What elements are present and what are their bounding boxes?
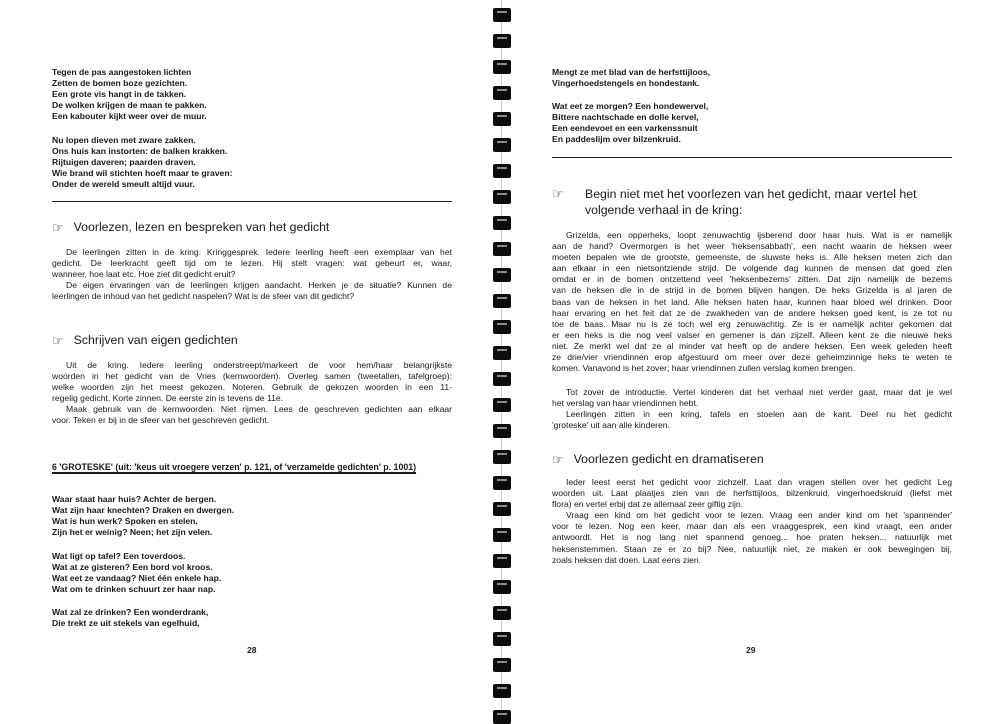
binding-coil — [493, 34, 511, 48]
text-line: antwoordt. Het is nog lang niet spannend genoeg... hoe praten heksen... natuurlijk met — [552, 532, 952, 543]
poem-stanza — [52, 135, 232, 190]
section-heading-text — [585, 186, 917, 218]
paragraph — [552, 387, 952, 431]
divider — [52, 201, 452, 202]
poem-line: Een kabouter kijkt weer over de muur. — [52, 111, 207, 122]
text-line: haar ervaring en het feit dat ze de zwakheden van de andere heksen goed kent, is ze tot nu — [552, 307, 952, 318]
poem-line: Wat ligt op tafel? Een toverdoos. — [52, 551, 186, 561]
pointing-hand-icon: ☞ — [552, 452, 564, 467]
text-line: Uit de kring. Iedere leerling onderstreept/markeert de voor hem/haar belangrijkste — [66, 360, 452, 370]
binding-coil — [493, 580, 511, 594]
text-line: woorden in het gedicht van de Vries (kernwoorden). Overleg samen (tweetallen, tafelgroep): — [52, 371, 452, 382]
poem-line: Mengt ze met blad van de herfsttijloos, — [552, 67, 711, 77]
poem-line: Nu lopen dieven met zware zakken. — [52, 135, 196, 145]
binding-coil — [493, 658, 511, 672]
poem-line: Bittere nachtschade en dolle kervel, — [552, 112, 699, 123]
poem-stanza — [52, 494, 234, 538]
poem-line: Ons huis kan instorten: de balken krakken. — [52, 146, 228, 157]
section-heading-text: Voorlezen, lezen en bespreken van het gedicht — [73, 220, 330, 234]
poem-stanza — [552, 67, 710, 89]
poem-line: Tegen de pas aangestoken lichten — [52, 67, 192, 77]
heading-line: Begin niet met het voorlezen van het gedicht, maar vertel het — [585, 187, 917, 201]
text-line: flora) en vertel erbij dat ze allemaal zeer giftig zijn. — [552, 499, 744, 510]
text-line: het verslag van haar vriendinnen hebt. — [552, 398, 699, 409]
pointing-hand-icon: ☞ — [52, 220, 64, 235]
poem-line: Die trekt ze uit stekels van egelhuid, — [52, 618, 200, 629]
section-heading-text: Schrijven van eigen gedichten — [73, 333, 238, 347]
poem-line: Wat is hun werk? Spoken en stelen. — [52, 516, 198, 527]
section-heading — [52, 219, 329, 236]
binding-coil — [493, 632, 511, 646]
poem-line: Waar staat haar huis? Achter de bergen. — [52, 494, 217, 504]
text-line: baas van de heksen in het land. Alle heksen haten haar, kunnen haar bloed wel drinken. Door — [552, 296, 952, 307]
binding-coil — [493, 372, 511, 386]
text-line: wanneer, hoe laat etc. Hoe ziet dit gedicht eruit? — [52, 269, 236, 280]
text-line: omdat er in de bomen ontzettend veel 'heksenbezems' zitten. Dat zijn namelijk de bezems — [552, 274, 952, 285]
text-line: regelig gedicht. Korte zinnen. De eerste zin is tevens de 11e. — [52, 393, 284, 404]
poem-line: Zijn het er weinig? Neen; het zijn velen. — [52, 527, 213, 538]
poem-line: Een grote vis hangt in de takken. — [52, 89, 187, 100]
poem-line: Vingerhoedstengels en hondestank. — [552, 78, 700, 89]
text-line: er een heks is die nog veel valser en gemener is dan zijzelf. Alleen kent ze die nieuwe heks — [552, 329, 952, 340]
pointing-hand-icon: ☞ — [52, 333, 64, 348]
text-line: woorden uit. Laat plaatjes zien van de herfsttijloos, bilzenkruid, vingerhoedskruid (liefst met — [552, 488, 952, 499]
binding-coil — [493, 710, 511, 724]
binding-coil — [493, 268, 511, 282]
binding-coil — [493, 476, 511, 490]
section-heading — [552, 186, 962, 220]
text-line: ze drie/vier vriendinnen erop afgestuurd om meer over deze geheimzinnige heks te weten te — [552, 352, 952, 363]
poem-line: Onder de wereld smeult altijd vuur. — [52, 179, 195, 190]
text-line: Maak gebruik van de kernwoorden. Niet rijmen. Lees de geschreven gedichten aan elkaar — [66, 404, 452, 415]
page-number: 29 — [746, 645, 756, 655]
text-line: heksenstemmen. Staan ze er zo bij? Nee, natuurlijk niet, ze maken er ook bewegingen bij, — [552, 543, 952, 554]
text-line: Grizelda, een opperheks, loopt zenuwachtig ijsberend door haar huis. Wat is er namelijk — [566, 230, 952, 240]
right-page — [515, 0, 999, 720]
binding-coil — [493, 190, 511, 204]
text-line: van de heksen die in de strijd in de bomen blijven hangen. De heks Grizelda is al jaren de — [552, 285, 952, 296]
binding-coil — [493, 346, 511, 360]
section-heading — [552, 451, 764, 468]
binding-coil — [493, 8, 511, 22]
poem-line: De wolken krijgen de maan te pakken. — [52, 100, 207, 111]
poem-line: Wie brand wil stichten hoeft maar te graven: — [52, 168, 233, 179]
poem-line: Wat zijn haar knechten? Draken en dwergen. — [52, 505, 235, 516]
text-line: niet. Ze merkt wel dat ze al minder vat heeft op de andere heksen. Een week geleden heeft — [552, 340, 952, 351]
section-title: 6 'GROTESKE' (uit: 'keus uit vroegere verzen' p. 121, of 'verzamelde gedichten' p. 1001) — [52, 462, 417, 472]
text-line: leerlingen de inhoud van het gedicht naspelen? Wat is de sfeer van dit gedicht? — [52, 291, 355, 302]
text-line: voor. Teken er bij in de sfeer van het geschreven gedicht. — [52, 415, 270, 426]
poem-line: Wat zal ze drinken? Een wonderdrank, — [52, 607, 209, 617]
binding-coil — [493, 684, 511, 698]
page-number: 28 — [247, 645, 257, 655]
binding-coil — [493, 216, 511, 230]
binding-coil — [493, 424, 511, 438]
poem-line: Wat eet ze morgen? Een hondewervel, — [552, 101, 709, 111]
binding-coil — [493, 320, 511, 334]
text-line: toe de baas. Maar nu is ze toch wel erg zenuwachtig. Ze is er namelijk achter gekomen dat — [552, 318, 952, 329]
poem-line: Zetten de bomen boze gezichten. — [52, 78, 188, 89]
text-line: moeten bepalen wie de grootste, gemeenste, de sluwste heks is. Alle heksen meten zich dan — [552, 252, 952, 263]
text-line: Tot zover de introductie. Vertel kinderen dat het verhaal niet verder gaat, maar dat je wel — [566, 387, 952, 397]
poem-line: Rijtuigen daveren; paarden draven. — [52, 157, 196, 168]
binding-coil — [493, 294, 511, 308]
paragraph — [52, 247, 452, 302]
section-heading — [52, 332, 238, 349]
binding-coil — [493, 138, 511, 152]
paragraph — [52, 360, 452, 427]
text-line: komen. Vanavond is het zover; haar vriendinnen zullen verslag komen brengen. — [552, 363, 856, 374]
text-line: gedicht. De leerkracht geeft tijd om te lezen. Hij stelt vragen: wat gebeurt er, waar, — [52, 258, 452, 269]
binding-coil — [493, 606, 511, 620]
text-line: zoals heksen dat doen. Laat eens zien. — [552, 554, 702, 565]
text-line: De leerlingen zitten in de kring. Kringgesprek. Iedere leerling heeft een exemplaar van het — [66, 247, 452, 257]
pointing-hand-icon: ☞ — [552, 186, 564, 201]
binding-coil — [493, 398, 511, 412]
poem-line: Een eendevoet en een varkenssnuit — [552, 123, 698, 134]
text-line: Vraag een kind om het gedicht voor te lezen. Vraag een ander kind om het 'spannender' — [566, 510, 952, 521]
binding-coil — [493, 502, 511, 516]
poem-stanza — [52, 67, 207, 122]
poem-line: En paddeslijm over bilzenkruid. — [552, 134, 681, 145]
poem-line: Wat om te drinken schuurt zer haar nap. — [52, 584, 216, 595]
poem-stanza — [52, 551, 221, 595]
spiral-binding — [488, 0, 516, 720]
divider — [552, 157, 952, 158]
paragraph — [552, 230, 952, 374]
poem-line: Wat eet ze vandaag? Niet één enkele hap. — [52, 573, 222, 584]
paragraph — [552, 477, 952, 566]
poem-line: Wat at ze gisteren? Een bord vol kroos. — [52, 562, 213, 573]
text-line: Leerlingen zitten in een kring, tafels en stoelen aan de kant. Deel nu het gedicht — [566, 409, 952, 420]
binding-coil — [493, 242, 511, 256]
text-line: aan elkaar in een nietsontziende strijd. De volgende dag kunnen de mensen dat goed zien — [552, 263, 952, 274]
text-line: 'groteske' uit aan alle kinderen. — [552, 420, 670, 431]
poem-stanza — [552, 101, 708, 145]
binding-coil — [493, 60, 511, 74]
section-heading-text: Voorlezen gedicht en dramatiseren — [573, 452, 764, 466]
text-line: De eigen ervaringen van de leerlingen krijgen aandacht. Herken je de situatie? Kunnen de — [66, 280, 452, 291]
text-line: voor te lezen. Nog een keer, maar dan als een vraaggesprek, een kind vraagt, een ander — [552, 521, 952, 532]
binding-coil — [493, 528, 511, 542]
text-line: aan de hand? Overmorgen is het weer 'heksensabbath', een nacht waarin de heksen weer — [552, 241, 952, 252]
binding-coil — [493, 164, 511, 178]
binding-coil — [493, 450, 511, 464]
binding-coil — [493, 86, 511, 100]
text-line: Ieder leest eerst het gedicht voor zichzelf. Laat dan vragen stellen over het gedicht Leg — [566, 477, 952, 487]
binding-coil — [493, 554, 511, 568]
text-line: welke woorden zijn het meest gekozen. Noteren. Gebruik de gekozen woorden in een 11- — [52, 382, 452, 393]
heading-line: volgende verhaal in de kring: — [585, 203, 743, 217]
left-page — [0, 0, 488, 720]
binding-coil — [493, 112, 511, 126]
poem-stanza — [52, 607, 208, 629]
